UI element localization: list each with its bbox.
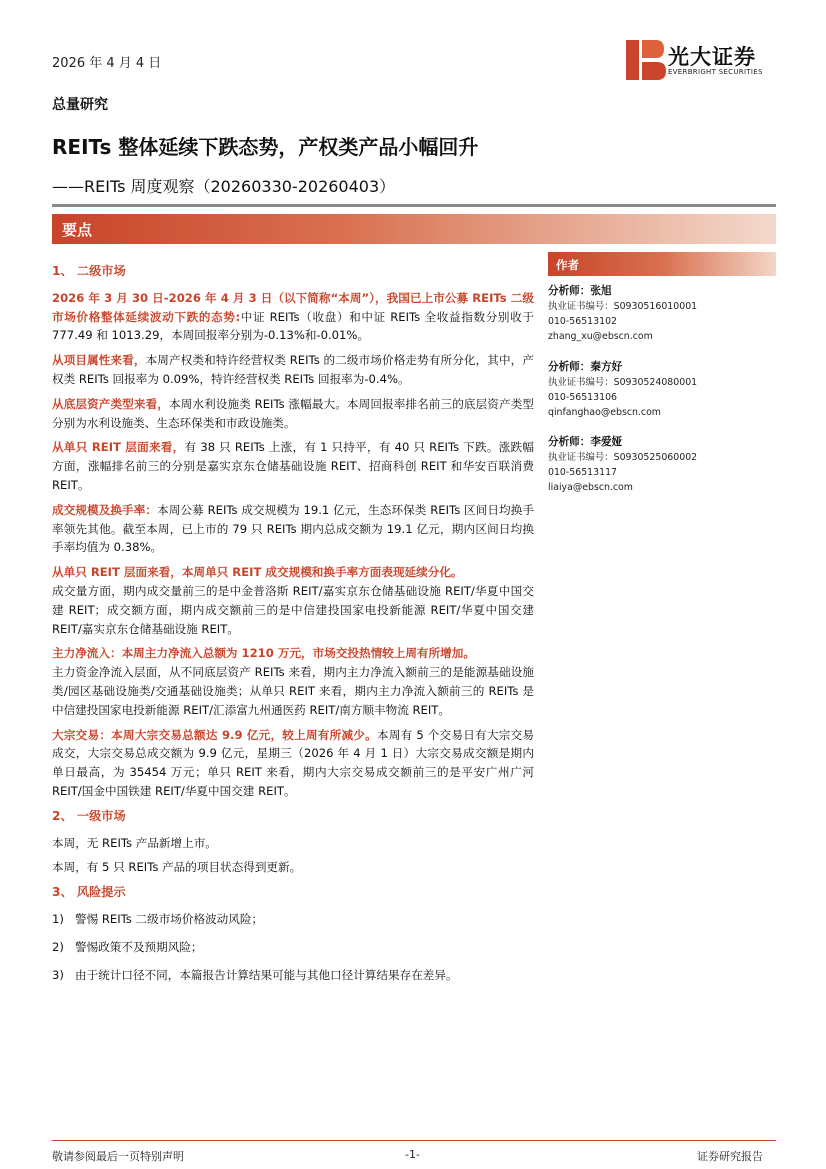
logo-text-cn: 光大证券 xyxy=(668,45,756,69)
analyst-card xyxy=(548,360,776,420)
analyst-name: 分析师：张旭 xyxy=(548,285,612,297)
footer-divider xyxy=(52,1140,776,1141)
footer-report-type: 证券研究报告 xyxy=(697,1150,763,1163)
logo-text-en: EVERBRIGHT SECURITIES xyxy=(668,68,763,76)
analyst-phone: 010-56513102 xyxy=(548,316,617,327)
analyst-cert: 执业证书编号：S0930524080001 xyxy=(548,377,698,388)
paragraph-asset-type: 从底层资产类型来看，本周水利设施类 REITs 涨幅最大。本周回报率排名前三的底层资产类型分别为水利设施类、生态环保类和市政设施类。 xyxy=(52,396,534,430)
analyst-email[interactable]: zhang_xu@ebscn.com xyxy=(548,331,653,342)
report-category: 总量研究 xyxy=(52,97,108,113)
key-points-label: 要点 xyxy=(62,221,93,239)
analyst-card xyxy=(548,435,776,495)
report-date: 2026 年 4 月 4 日 xyxy=(52,56,162,71)
section-heading-secondary-market: 1、 二级市场 xyxy=(52,264,126,278)
main-content xyxy=(52,262,534,993)
authors-banner xyxy=(548,252,776,276)
analyst-cert: 执业证书编号：S0930516010001 xyxy=(548,301,698,312)
paragraph-net-inflow: 主力净流入：本周主力净流入总额为 1210 万元，市场交投热情较上周有所增加。 主力资金净流入层面，从不同底层资产 REITs 来看，期内主力净流入额前三的是能源基础设施类/园区基础设施类/交通基础设施类；从单只 REIT 来看，期内主力净流入额前三的 REITs 是中信建投国家电投新能源 REIT/汇添富九州通医药 REIT/南方顺丰物流 REIT。 xyxy=(52,646,534,717)
analyst-email[interactable]: qinfanghao@ebscn.com xyxy=(548,407,661,418)
authors-label: 作者 xyxy=(556,258,579,272)
analyst-name: 分析师：秦方好 xyxy=(548,361,623,373)
paragraph-single-reit-trading: 从单只 REIT 层面来看，本周单只 REIT 成交规模和换手率方面表现延续分化。 成交量方面，期内成交量前三的是中金普洛斯 REIT/嘉实京东仓储基础设施 REIT/华夏中国交建 REIT；成交额方面，期内成交额前三的是中信建投国家电投新能源 REIT/华夏中国交建 REIT/嘉实京东仓储基础设施 REIT。 xyxy=(52,565,534,636)
report-subtitle: ——REITs 周度观察（20260330-20260403） xyxy=(52,177,396,196)
paragraph-turnover: 成交规模及换手率：本周公募 REITs 成交规模为 19.1 亿元，生态环保类 REITs 区间日均换手率领先其他。截至本周，已上市的 79 只 REITs 期内总成交额为 19.1 亿元，期内区间日均换手率均值为 0.38%。 xyxy=(52,502,534,555)
section-heading-primary-market: 2、 一级市场 xyxy=(52,808,126,823)
analyst-phone: 010-56513117 xyxy=(548,467,617,478)
analyst-cert: 执业证书编号：S0930525060002 xyxy=(548,452,698,463)
title-divider xyxy=(52,204,776,207)
analyst-name: 分析师：李爱娅 xyxy=(548,436,623,448)
paragraph-status-update: 本周，有 5 只 REITs 产品的项目状态得到更新。 xyxy=(52,860,302,875)
list-item: 2) 警惕政策不及预期风险； xyxy=(52,939,203,954)
paragraph-new-listing: 本周，无 REITs 产品新增上市。 xyxy=(52,835,217,850)
analyst-phone: 010-56513106 xyxy=(548,392,617,403)
paragraph-block-trade: 大宗交易：本周大宗交易总额达 9.9 亿元，较上周有所减少。本周有 5 个交易日有大宗交易成交，大宗交易总成交额为 9.9 亿元，星期三（2026 年 4 月 1 日）大宗交易成交额是期内单日最高，为 35454 万元；单只 REIT 来看，期内大宗交易成交额前三的是平安广州广河 REIT/国金中国铁建 REIT/华夏中国交建 REIT。 xyxy=(52,727,534,798)
list-item: 3) 由于统计口径不同，本篇报告计算结果可能与其他口径计算结果存在差异。 xyxy=(52,967,458,982)
paragraph-single-reit: 从单只 REIT 层面来看，有 38 只 REITs 上涨，有 1 只持平，有 40 只 REITs 下跌。涨跌幅方面，涨幅排名前三的分别是嘉实京东仓储基础设施 REIT、招商科创 REIT 和华安百联消费 REIT。 xyxy=(52,440,534,492)
section-heading-risk: 3、 风险提示 xyxy=(52,885,126,900)
analyst-card xyxy=(548,284,776,344)
footer-disclaimer[interactable]: 敬请参阅最后一页特别声明 xyxy=(52,1150,184,1163)
report-title: REITs 整体延续下跌态势，产权类产品小幅回升 xyxy=(52,135,479,159)
page-number: -1- xyxy=(405,1148,420,1161)
risk-list xyxy=(52,910,534,984)
key-points-banner xyxy=(52,214,776,244)
paragraph-overview: 2026 年 3 月 30 日-2026 年 4 月 3 日（以下简称“本周”），我国已上市公募 REITs 二级市场价格整体延续波动下跌的态势:中证 REITs（收盘）和中证 REITs 全收益指数分别收于 777.49 和 1013.29，本周回报率分别为-0.13%和-0.01%。 xyxy=(52,290,534,343)
list-item: 1) 警惕 REITs 二级市场价格波动风险； xyxy=(52,911,264,926)
paragraph-project-attribute: 从项目属性来看，本周产权类和特许经营权类 REITs 的二级市场价格走势有所分化，其中，产权类 REITs 回报率为 0.09%，特许经营权类 REITs 回报率为-0.4%。 xyxy=(52,353,534,386)
analyst-email[interactable]: liaiya@ebscn.com xyxy=(548,482,633,493)
